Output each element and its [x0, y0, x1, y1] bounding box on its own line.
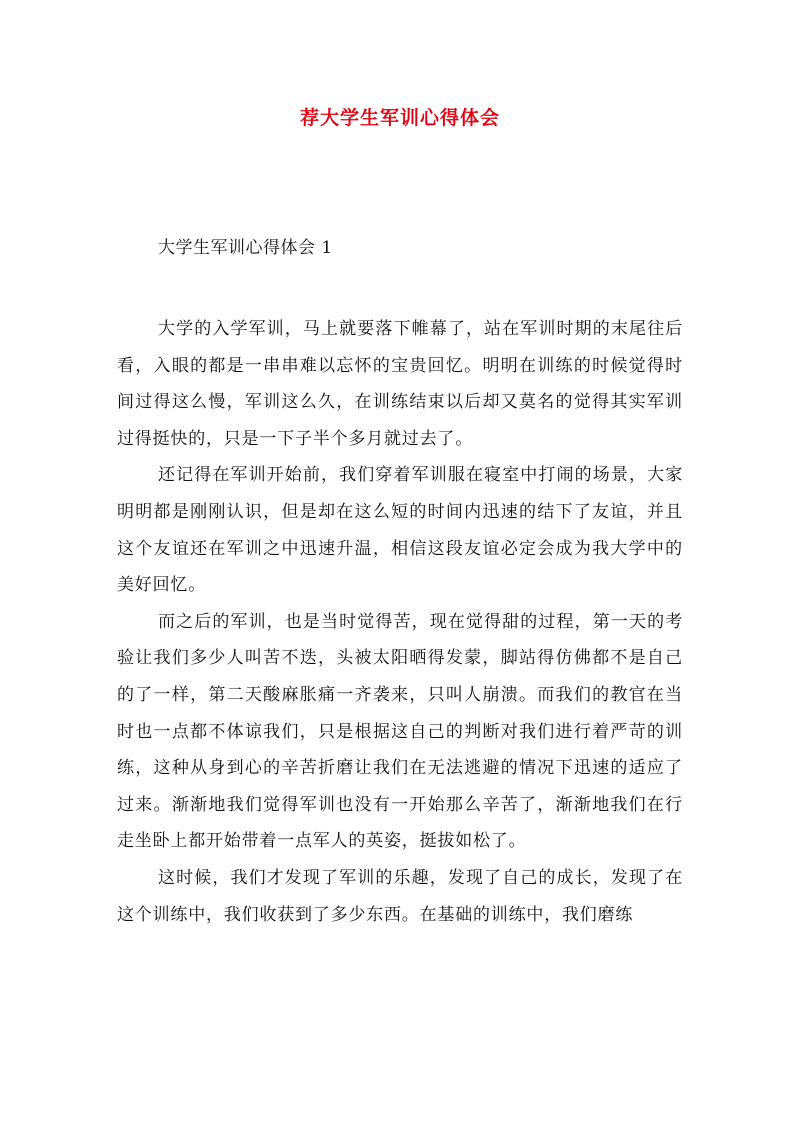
document-title: 荐大学生军训心得体会: [299, 107, 500, 129]
section-heading: 大学生军训心得体会 1: [158, 238, 333, 258]
paragraph: 而之后的军训，也是当时觉得苦，现在觉得甜的过程，第一天的考验让我们多少人叫苦不迭，头被太阳晒得发蒙，脚站得仿佛都不是自己的了一样，第二天酸麻胀痛一齐袭来，只叫人崩溃。而我们的教官在当时也一点都不体谅我们，只是根据这自己的判断对我们进行着严苛的训练，这种从身到心的辛苦折磨让我们在无法逃避的情况下迅速的适应了过来。渐渐地我们觉得军训也没有一开始那么辛苦了，渐渐地我们在行走坐卧上都开始带着一点军人的英姿，挺拔如松了。: [117, 611, 683, 852]
document-body: [117, 311, 683, 933]
paragraph: 大学的入学军训，马上就要落下帷幕了，站在军训时期的末尾往后看，入眼的都是一串串难以忘怀的宝贵回忆。明明在训练的时候觉得时间过得这么慢，军训这么久，在训练结束以后却又莫名的觉得其实军训过得挺快的，只是一下子半个多月就过去了。: [117, 319, 683, 449]
paragraph: 这时候，我们才发现了军训的乐趣，发现了自己的成长，发现了在这个训练中，我们收获到了多少东西。在基础的训练中，我们磨练: [117, 867, 683, 925]
paragraph: 还记得在军训开始前，我们穿着军训服在寝室中打闹的场景，大家明明都是刚刚认识，但是却在这么短的时间内迅速的结下了友谊，并且这个友谊还在军训之中迅速升温，相信这段友谊必定会成为我大学中的美好回忆。: [117, 465, 683, 596]
